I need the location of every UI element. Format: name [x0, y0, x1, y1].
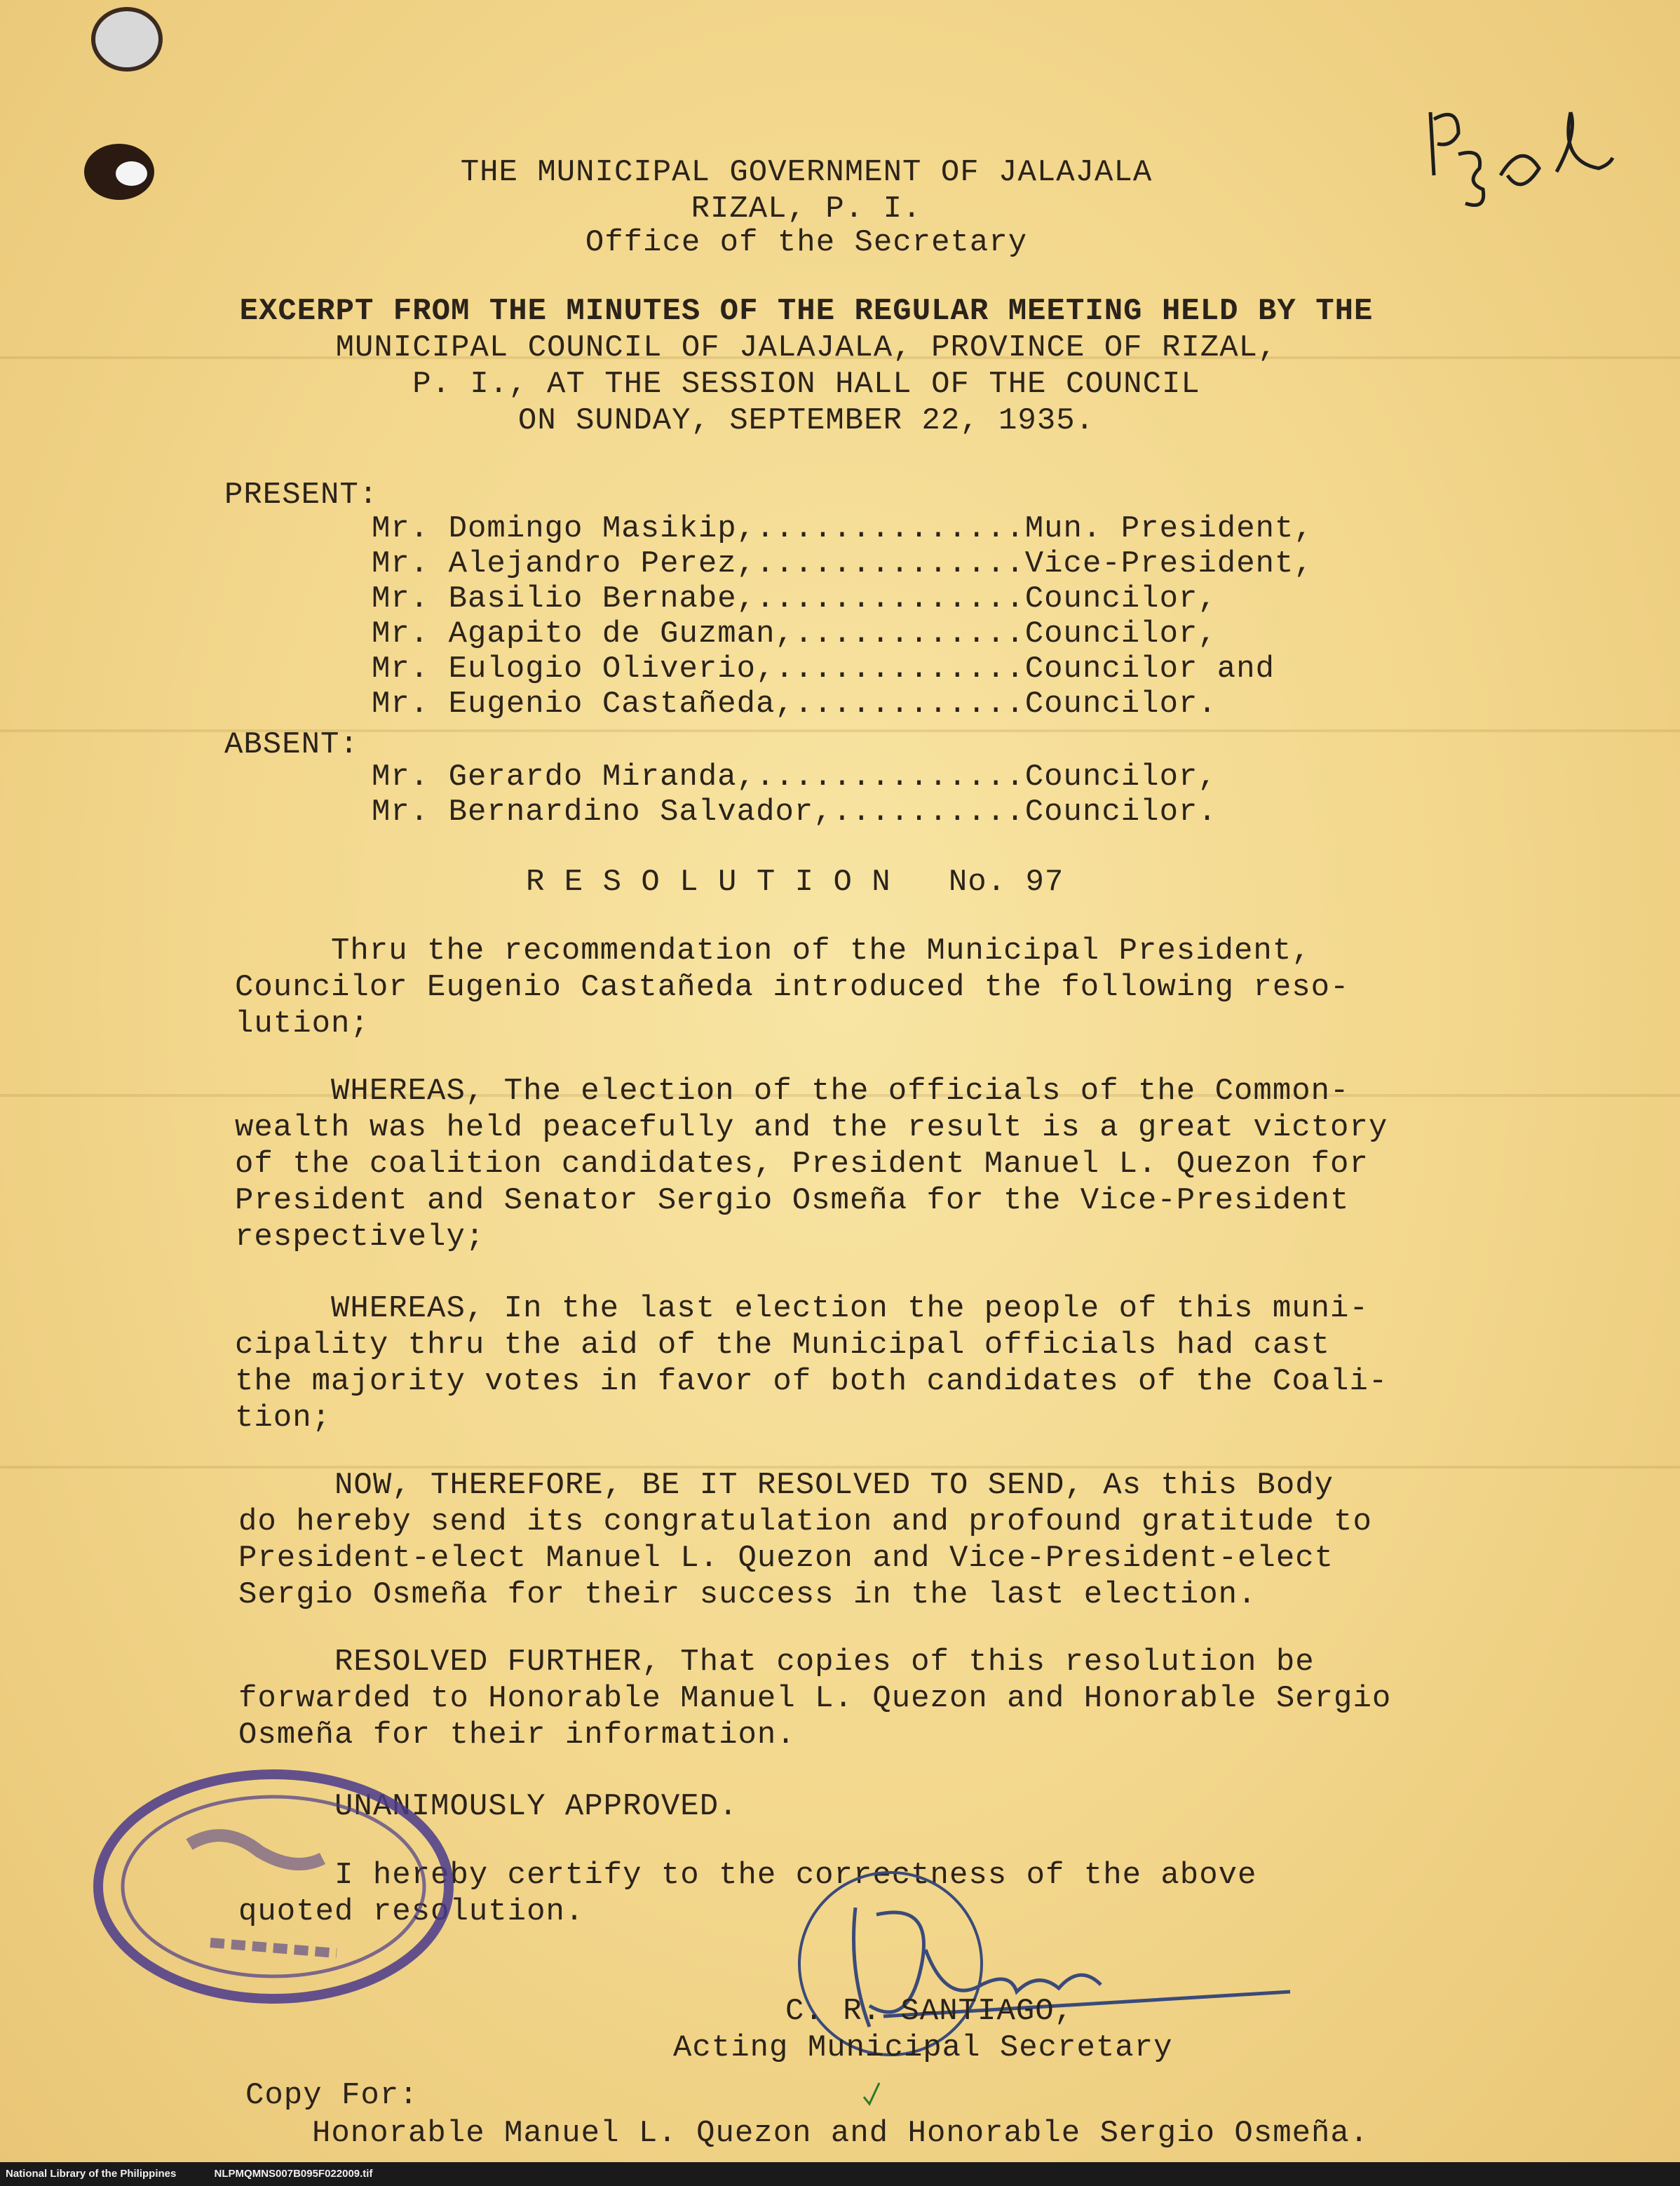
header-line-2: RIZAL, P. I. — [691, 191, 922, 227]
intro-line: Councilor Eugenio Castañeda introduced the following reso- — [235, 970, 1350, 1005]
excerpt-line-3: P. I., AT THE SESSION HALL OF THE COUNCIL — [412, 367, 1200, 402]
resolved-line: President-elect Manuel L. Quezon and Vice-President-elect — [238, 1541, 1334, 1576]
whereas-2-line: WHEREAS, In the last election the people of this muni- — [235, 1291, 1369, 1326]
file-name: NLPMQMNS007B095F022009.tif — [214, 2168, 373, 2180]
absent-label: ABSENT: — [224, 727, 359, 762]
whereas-1-line: respectively; — [235, 1220, 485, 1255]
whereas-2-line: tion; — [235, 1401, 332, 1436]
library-name: National Library of the Philippines — [6, 2168, 177, 2180]
absent-member: Mr. Bernardino Salvador,..........Councilor. — [372, 795, 1217, 830]
intro-line: lution; — [235, 1006, 370, 1041]
approved-line: UNANIMOUSLY APPROVED. — [238, 1789, 738, 1824]
copy-recipients: Honorable Manuel L. Quezon and Honorable Sergio Osmeña. — [312, 2116, 1369, 2151]
further-line: Osmeña for their information. — [238, 1718, 796, 1753]
signatory-title: Acting Municipal Secretary — [673, 2030, 1173, 2065]
absent-member: Mr. Gerardo Miranda,..............Councilor, — [372, 760, 1217, 795]
whereas-1-line: of the coalition candidates, President Manuel L. Quezon for — [235, 1147, 1369, 1182]
copy-label: Copy For: — [245, 2078, 419, 2113]
header-line-3: Office of the Secretary — [585, 225, 1028, 260]
resolution-title: R E S O L U T I O N No. 97 — [526, 865, 1064, 900]
present-member: Mr. Domingo Masikip,..............Mun. President, — [372, 511, 1313, 546]
whereas-1-line: WHEREAS, The election of the officials of the Common- — [235, 1074, 1350, 1109]
whereas-1-line: President and Senator Sergio Osmeña for the Vice-President — [235, 1183, 1350, 1218]
resolved-line: do hereby send its congratulation and profound gratitude to — [238, 1504, 1372, 1539]
checkmark-icon — [861, 2080, 882, 2108]
header-line-1: THE MUNICIPAL GOVERNMENT OF JALAJALA — [460, 155, 1153, 190]
excerpt-line-1: EXCERPT FROM THE MINUTES OF THE REGULAR MEETING HELD BY THE — [239, 294, 1374, 329]
present-member: Mr. Agapito de Guzman,............Councilor, — [372, 616, 1217, 652]
present-member: Mr. Eulogio Oliverio,.............Councilor and — [372, 652, 1275, 687]
signatory-name: C. R. SANTIAGO, — [785, 1994, 1074, 2029]
present-label: PRESENT: — [224, 478, 379, 513]
certify-line: quoted resolution. — [238, 1894, 585, 1929]
resolved-line: Sergio Osmeña for their success in the last election. — [238, 1577, 1257, 1612]
further-line: forwarded to Honorable Manuel L. Quezon and Honorable Sergio — [238, 1681, 1392, 1716]
present-member: Mr. Alejandro Perez,..............Vice-President, — [372, 546, 1313, 581]
whereas-1-line: wealth was held peacefully and the result is a great victory — [235, 1110, 1388, 1145]
excerpt-line-4: ON SUNDAY, SEPTEMBER 22, 1935. — [517, 403, 1095, 438]
excerpt-line-2: MUNICIPAL COUNCIL OF JALAJALA, PROVINCE OF RIZAL, — [335, 330, 1278, 365]
punch-hole — [91, 7, 163, 72]
present-member: Mr. Basilio Bernabe,..............Councilor, — [372, 581, 1217, 616]
present-member: Mr. Eugenio Castañeda,............Councilor. — [372, 687, 1217, 722]
archive-footer — [0, 2162, 1680, 2186]
intro-line: Thru the recommendation of the Municipal President, — [235, 933, 1311, 969]
whereas-2-line: cipality thru the aid of the Municipal officials had cast — [235, 1328, 1331, 1363]
further-line: RESOLVED FURTHER, That copies of this resolution be — [238, 1645, 1315, 1680]
official-stamp — [84, 1760, 477, 2013]
resolved-line: NOW, THEREFORE, BE IT RESOLVED TO SEND, As this Body — [238, 1468, 1334, 1503]
whereas-2-line: the majority votes in favor of both candidates of the Coali- — [235, 1364, 1388, 1399]
certify-line: I hereby certify to the correctness of the above — [238, 1858, 1257, 1893]
